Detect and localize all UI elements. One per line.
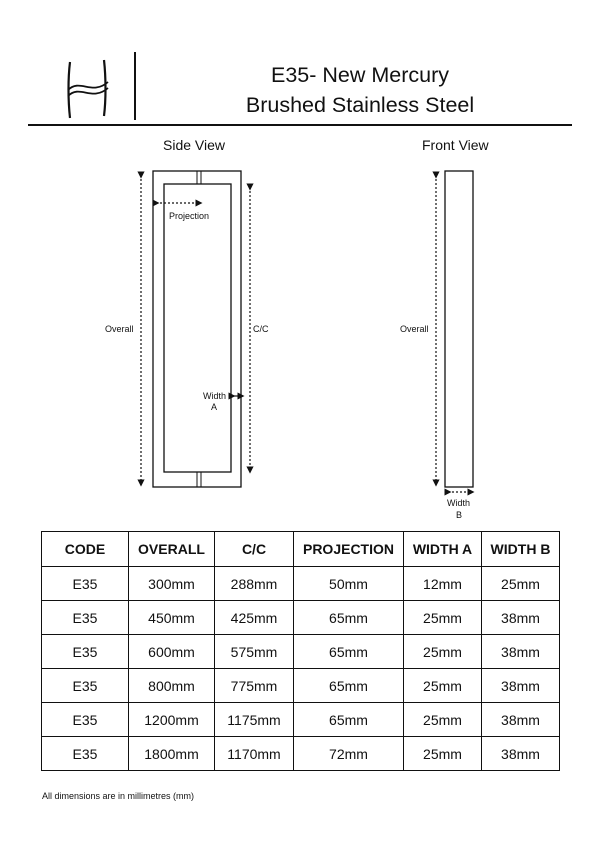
header-cc: C/C [215, 532, 294, 567]
table-row [42, 737, 560, 771]
cell-overall: 800mm [129, 669, 215, 703]
cell-width-b: 38mm [482, 669, 560, 703]
cell-width-b: 38mm [482, 737, 560, 771]
cell-projection: 65mm [294, 601, 404, 635]
cell-projection: 65mm [294, 703, 404, 737]
header-width-b: WIDTH B [482, 532, 560, 567]
cell-width-b: 38mm [482, 601, 560, 635]
width-a-label-2: A [211, 402, 218, 412]
title-line-1: E35- New Mercury [270, 63, 449, 87]
cell-code: E35 [42, 703, 129, 737]
header-overall: OVERALL [129, 532, 215, 567]
cell-cc: 1175mm [215, 703, 294, 737]
cell-width-a: 25mm [404, 737, 482, 771]
cell-cc: 575mm [215, 635, 294, 669]
table-row [42, 601, 560, 635]
cell-overall: 600mm [129, 635, 215, 669]
table-row [42, 669, 560, 703]
cell-width-b: 38mm [482, 703, 560, 737]
cell-width-b: 38mm [482, 635, 560, 669]
cell-width-a: 25mm [404, 669, 482, 703]
table-row [42, 635, 560, 669]
cell-width-a: 12mm [404, 567, 482, 601]
side-overall-label: Overall [105, 324, 134, 334]
front-view-label: Front View [422, 137, 489, 153]
cc-label: C/C [253, 324, 269, 334]
cell-overall: 1200mm [129, 703, 215, 737]
table-header-row [42, 532, 560, 567]
cell-projection: 72mm [294, 737, 404, 771]
cell-code: E35 [42, 567, 129, 601]
width-a-label-1: Width [203, 391, 227, 401]
spec-table [41, 531, 560, 771]
table-row [42, 567, 560, 601]
cell-projection: 65mm [294, 669, 404, 703]
cell-width-a: 25mm [404, 703, 482, 737]
cell-width-a: 25mm [404, 635, 482, 669]
cell-width-a: 25mm [404, 601, 482, 635]
front-view-handle [445, 171, 473, 487]
side-view-label: Side View [163, 137, 226, 153]
cell-overall: 300mm [129, 567, 215, 601]
cell-code: E35 [42, 737, 129, 771]
cell-code: E35 [42, 635, 129, 669]
width-b-label-2: B [456, 510, 463, 520]
cell-code: E35 [42, 601, 129, 635]
cell-cc: 1170mm [215, 737, 294, 771]
cell-overall: 1800mm [129, 737, 215, 771]
footnote: All dimensions are in millimetres (mm) [42, 791, 195, 801]
cell-width-b: 25mm [482, 567, 560, 601]
title-line-2: Brushed Stainless Steel [245, 93, 475, 117]
cell-cc: 425mm [215, 601, 294, 635]
cell-projection: 65mm [294, 635, 404, 669]
cell-cc: 288mm [215, 567, 294, 601]
cell-cc: 775mm [215, 669, 294, 703]
width-b-label-1: Width [447, 498, 471, 508]
header-width-a: WIDTH A [404, 532, 482, 567]
header-projection: PROJECTION [294, 532, 404, 567]
table-row [42, 703, 560, 737]
cell-projection: 50mm [294, 567, 404, 601]
front-overall-label: Overall [400, 324, 429, 334]
cell-overall: 450mm [129, 601, 215, 635]
header-code: CODE [42, 532, 129, 567]
cell-code: E35 [42, 669, 129, 703]
projection-label: Projection [169, 211, 210, 221]
